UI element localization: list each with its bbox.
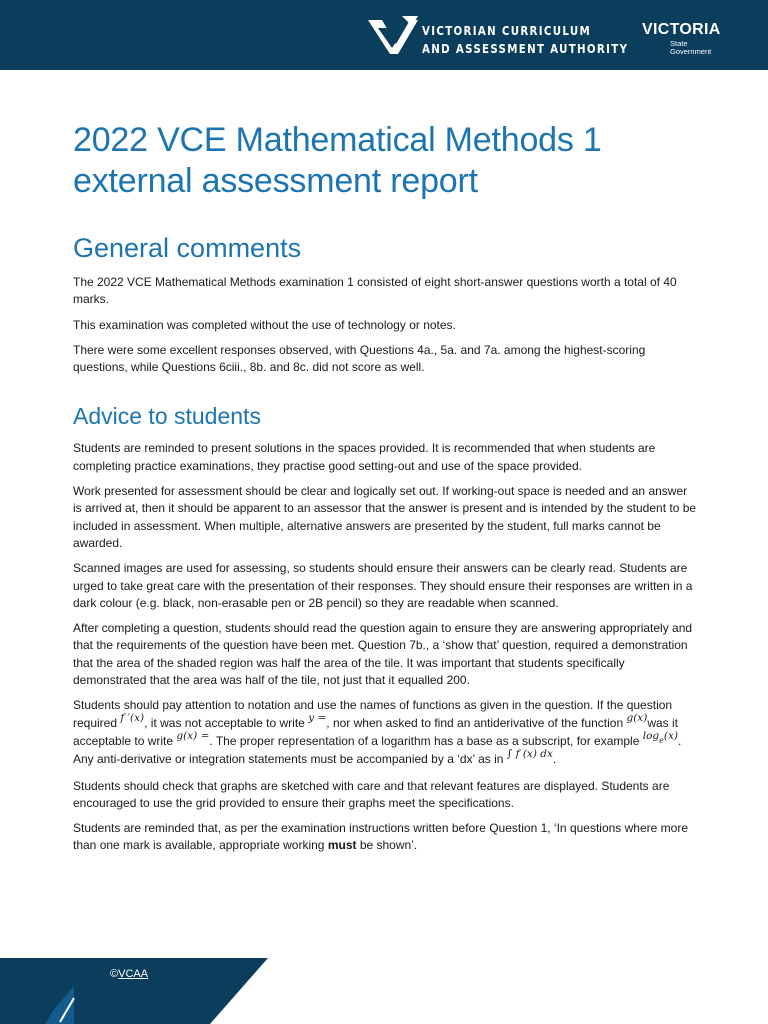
- victoria-wordmark: VICTORIA: [642, 21, 721, 38]
- state-government-label: [670, 40, 711, 56]
- org-name-line1: VICTORIAN CURRICULUM: [422, 23, 591, 38]
- working-text-b: be shown’.: [356, 838, 418, 853]
- math-g-equals: g(x) =: [176, 729, 210, 742]
- copyright-symbol: ©: [110, 968, 119, 980]
- math-log-arg: (x): [663, 729, 678, 742]
- advice-heading: Advice to students: [73, 403, 261, 430]
- page-header: [0, 0, 768, 70]
- advice-paragraph-1: Students are reminded to present solutions in the spaces provided. It is recommended that when students are completing practice examinations, they practise good setting-out and use of the space provided.: [73, 441, 656, 473]
- general-comments-heading: General comments: [73, 233, 302, 263]
- notation-text-2: , it was not acceptable to write: [144, 715, 309, 730]
- math-f-prime: f ′(x): [120, 711, 145, 724]
- general-paragraph-1: The 2022 VCE Mathematical Methods examination 1 consisted of eight short-answer questions worth a total of 40 marks.: [73, 275, 677, 307]
- notation-text-4: was it acceptable to write: [73, 715, 678, 748]
- notation-text-6: . Any anti-derivative or integration statements must be accompanied by a ‘dx’ as in: [73, 733, 682, 767]
- footer-copyright: [110, 968, 148, 980]
- government-label: Government: [670, 47, 712, 56]
- notation-text-3: , nor when asked to find an antiderivative of the function: [326, 715, 627, 730]
- advice-paragraph-4: After completing a question, students should read the question again to ensure they are answering appropriately and that the requirements of the question have been met. Question 7b., a ‘show that’ question, required a demonstration that the area of the shaded region was half the area of the tile. It was important that students specifically demonstrated that the area was half of the tile, not just that it equalled 200.: [73, 621, 693, 688]
- math-log-example: [642, 729, 678, 745]
- general-paragraph-3: There were some excellent responses observed, with Questions 4a., 5a. and 7a. among the highest-scoring questions, while Questions 6ciii., 8b. and 8c. did not score as well.: [73, 342, 646, 375]
- org-name-line2: AND ASSESSMENT AUTHORITY: [422, 41, 629, 56]
- report-body: [73, 120, 697, 863]
- math-g-of-x: g(x): [626, 711, 648, 724]
- math-integral: ∫ f (x) dx: [506, 748, 553, 761]
- page-title: [73, 120, 697, 202]
- math-y-equals: y =: [308, 711, 327, 724]
- notation-text-5: . The proper representation of a logarithm has a base as a subscript, for example: [209, 733, 643, 748]
- state-label: State: [670, 39, 688, 48]
- vcaa-wordmark: [422, 22, 628, 58]
- notation-text-1: Students should pay attention to notation and use the names of functions as given in the question. If the question required: [73, 698, 673, 730]
- title-line2: external assessment report: [73, 162, 478, 200]
- advice-paragraph-5: [73, 697, 697, 769]
- math-log: log: [642, 729, 660, 742]
- advice-paragraph-7: [73, 820, 697, 855]
- general-paragraph-2: This examination was completed without the use of technology or notes.: [73, 317, 456, 332]
- vcaa-link[interactable]: VCAA: [118, 968, 149, 980]
- vcaa-logo-icon: [366, 14, 420, 58]
- advice-paragraph-3: Scanned images are used for assessing, so students should ensure their answers can be clearly read. Students are urged to take great care with the presentation of their responses. They should ensure their responses are written in a dark colour (e.g. black, non-erasable pen or 2B pencil) so they are readable when scanned.: [73, 561, 693, 610]
- title-line1: 2022 VCE Mathematical Methods 1: [73, 121, 602, 159]
- working-emphasis: must: [327, 838, 357, 853]
- working-text-a: Students are reminded that, as per the examination instructions written before Question 1, ‘In questions where more than one mark is available, appropriate working: [73, 821, 688, 853]
- advice-paragraph-6: Students should check that graphs are sketched with care and that relevant features are displayed. Students are encouraged to use the grid provided to ensure their graphs meet the specifications.: [73, 778, 670, 810]
- advice-paragraph-2: Work presented for assessment should be clear and logically set out. If working-out space is needed and an answer is arrived at, then it should be apparent to an assessor that the answer is present and is intended by the student to be included in assessment. When multiple, alternative answers are presented by the student, full marks cannot be awarded.: [73, 484, 697, 550]
- math-log-base: e: [659, 735, 664, 745]
- notation-text-7: .: [552, 752, 557, 767]
